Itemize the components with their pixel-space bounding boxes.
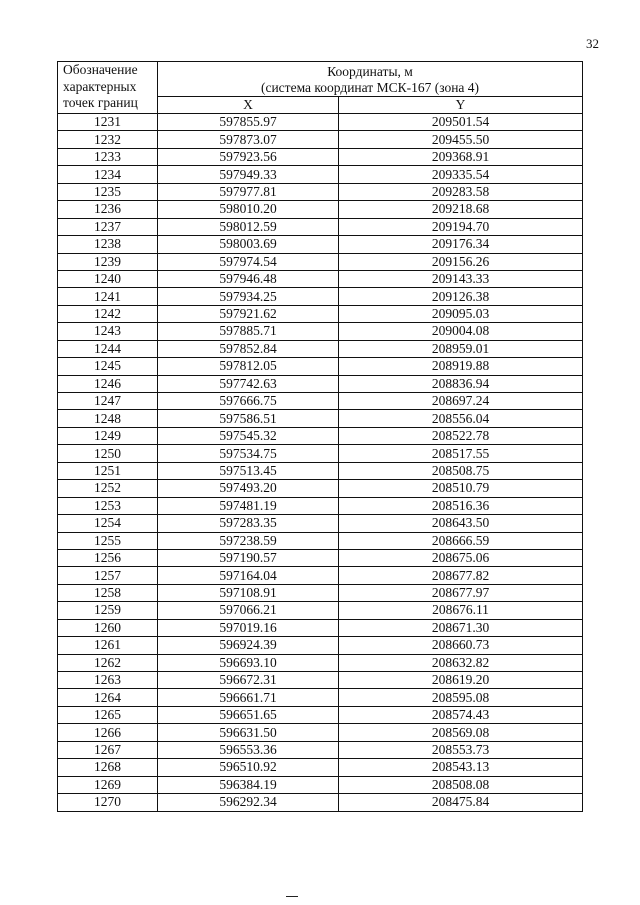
table-header-row [58, 62, 583, 97]
table-row [58, 549, 583, 566]
y-coordinate-cell: 208836.94 [339, 375, 583, 392]
point-number-cell: 1234 [58, 166, 158, 183]
y-coordinate-cell: 208677.82 [339, 567, 583, 584]
table-row [58, 340, 583, 357]
y-coordinate-cell: 208632.82 [339, 654, 583, 671]
table-row [58, 201, 583, 218]
y-coordinate-cell: 208508.75 [339, 462, 583, 479]
x-coordinate-cell: 598003.69 [158, 236, 339, 253]
point-number-cell: 1260 [58, 619, 158, 636]
y-coordinate-cell: 208959.01 [339, 340, 583, 357]
x-coordinate-cell: 596631.50 [158, 724, 339, 741]
x-coordinate-cell: 597921.62 [158, 305, 339, 322]
table-row [58, 480, 583, 497]
y-coordinate-cell: 208517.55 [339, 445, 583, 462]
table-row [58, 270, 583, 287]
x-coordinate-cell: 598012.59 [158, 218, 339, 235]
y-coordinate-cell: 208619.20 [339, 672, 583, 689]
x-coordinate-cell: 597545.32 [158, 427, 339, 444]
y-coordinate-cell: 208556.04 [339, 410, 583, 427]
table-row [58, 584, 583, 601]
x-coordinate-cell: 597283.35 [158, 515, 339, 532]
table-row [58, 532, 583, 549]
x-coordinate-cell: 597852.84 [158, 340, 339, 357]
point-number-cell: 1245 [58, 358, 158, 375]
y-coordinate-cell: 208553.73 [339, 741, 583, 758]
point-number-cell: 1264 [58, 689, 158, 706]
y-column-header: Y [339, 97, 583, 114]
table-row [58, 114, 583, 131]
x-coordinate-cell: 597513.45 [158, 462, 339, 479]
y-coordinate-cell: 209004.08 [339, 323, 583, 340]
point-number-cell: 1247 [58, 393, 158, 410]
x-coordinate-cell: 597534.75 [158, 445, 339, 462]
point-number-cell: 1255 [58, 532, 158, 549]
point-number-cell: 1269 [58, 776, 158, 793]
point-number-cell: 1258 [58, 584, 158, 601]
y-coordinate-cell: 209194.70 [339, 218, 583, 235]
footer-dash [286, 896, 298, 897]
x-coordinate-cell: 597977.81 [158, 183, 339, 200]
y-coordinate-cell: 208569.08 [339, 724, 583, 741]
coordinates-header-line2: (система координат МСК-167 (зона 4) [260, 80, 480, 95]
x-coordinate-cell: 596672.31 [158, 672, 339, 689]
y-coordinate-cell: 208508.08 [339, 776, 583, 793]
point-number-cell: 1249 [58, 427, 158, 444]
y-coordinate-cell: 208543.13 [339, 759, 583, 776]
designation-header-line3: точек границ [63, 95, 138, 110]
table-row [58, 410, 583, 427]
table-row [58, 323, 583, 340]
x-coordinate-cell: 597481.19 [158, 497, 339, 514]
point-number-cell: 1235 [58, 183, 158, 200]
x-coordinate-cell: 596292.34 [158, 794, 339, 811]
x-coordinate-cell: 597190.57 [158, 549, 339, 566]
point-number-cell: 1231 [58, 114, 158, 131]
point-number-cell: 1263 [58, 672, 158, 689]
point-number-cell: 1240 [58, 270, 158, 287]
y-coordinate-cell: 208516.36 [339, 497, 583, 514]
table-row [58, 131, 583, 148]
x-coordinate-cell: 597812.05 [158, 358, 339, 375]
y-coordinate-cell: 209143.33 [339, 270, 583, 287]
y-coordinate-cell: 208595.08 [339, 689, 583, 706]
x-coordinate-cell: 597164.04 [158, 567, 339, 584]
table-row [58, 305, 583, 322]
designation-header-line2: характерных [63, 78, 137, 94]
table-row [58, 148, 583, 165]
y-coordinate-cell: 208666.59 [339, 532, 583, 549]
table-row [58, 166, 583, 183]
table-row [58, 619, 583, 636]
y-coordinate-cell: 209501.54 [339, 114, 583, 131]
x-coordinate-cell: 596510.92 [158, 759, 339, 776]
point-number-cell: 1239 [58, 253, 158, 270]
point-number-cell: 1256 [58, 549, 158, 566]
x-coordinate-cell: 597934.25 [158, 288, 339, 305]
table-row [58, 253, 583, 270]
x-coordinate-cell: 597586.51 [158, 410, 339, 427]
point-number-cell: 1270 [58, 794, 158, 811]
table-row [58, 515, 583, 532]
x-coordinate-cell: 596553.36 [158, 741, 339, 758]
y-coordinate-cell: 208522.78 [339, 427, 583, 444]
table-row [58, 776, 583, 793]
point-number-cell: 1236 [58, 201, 158, 218]
x-coordinate-cell: 597974.54 [158, 253, 339, 270]
table-row [58, 497, 583, 514]
y-coordinate-cell: 208574.43 [339, 706, 583, 723]
table-row [58, 706, 583, 723]
x-coordinate-cell: 597855.97 [158, 114, 339, 131]
y-coordinate-cell: 209176.34 [339, 236, 583, 253]
point-number-cell: 1243 [58, 323, 158, 340]
table-row [58, 218, 583, 235]
table-row [58, 236, 583, 253]
x-coordinate-cell: 597666.75 [158, 393, 339, 410]
table-row [58, 183, 583, 200]
table-row [58, 759, 583, 776]
table-row [58, 288, 583, 305]
coordinates-header [158, 62, 583, 97]
point-number-cell: 1254 [58, 515, 158, 532]
y-coordinate-cell: 208675.06 [339, 549, 583, 566]
designation-header-line1: Обозначение [63, 62, 138, 77]
x-coordinate-cell: 596651.65 [158, 706, 339, 723]
table-row [58, 445, 583, 462]
y-coordinate-cell: 209095.03 [339, 305, 583, 322]
point-number-cell: 1233 [58, 148, 158, 165]
point-number-cell: 1253 [58, 497, 158, 514]
y-coordinate-cell: 208919.88 [339, 358, 583, 375]
table-row [58, 654, 583, 671]
table-row [58, 741, 583, 758]
table-row [58, 602, 583, 619]
y-coordinate-cell: 208697.24 [339, 393, 583, 410]
y-coordinate-cell: 209218.68 [339, 201, 583, 218]
point-number-cell: 1265 [58, 706, 158, 723]
x-coordinate-cell: 597493.20 [158, 480, 339, 497]
table-row [58, 567, 583, 584]
y-coordinate-cell: 209335.54 [339, 166, 583, 183]
x-coordinate-cell: 597949.33 [158, 166, 339, 183]
y-coordinate-cell: 209283.58 [339, 183, 583, 200]
table-row [58, 393, 583, 410]
x-column-header: X [158, 97, 339, 114]
coordinates-header-line1: Координаты, м [327, 64, 413, 79]
table-row [58, 462, 583, 479]
y-coordinate-cell: 209126.38 [339, 288, 583, 305]
x-coordinate-cell: 597946.48 [158, 270, 339, 287]
y-coordinate-cell: 208643.50 [339, 515, 583, 532]
point-number-cell: 1242 [58, 305, 158, 322]
y-coordinate-cell: 209156.26 [339, 253, 583, 270]
table-row [58, 358, 583, 375]
x-coordinate-cell: 597238.59 [158, 532, 339, 549]
point-number-cell: 1232 [58, 131, 158, 148]
y-coordinate-cell: 208671.30 [339, 619, 583, 636]
x-coordinate-cell: 597923.56 [158, 148, 339, 165]
coordinates-table [57, 61, 583, 812]
x-coordinate-cell: 597019.16 [158, 619, 339, 636]
designation-header [58, 62, 158, 114]
point-number-cell: 1267 [58, 741, 158, 758]
x-coordinate-cell: 597742.63 [158, 375, 339, 392]
y-coordinate-cell: 208676.11 [339, 602, 583, 619]
table-row [58, 672, 583, 689]
x-coordinate-cell: 596693.10 [158, 654, 339, 671]
table-row [58, 637, 583, 654]
point-number-cell: 1252 [58, 480, 158, 497]
y-coordinate-cell: 209368.91 [339, 148, 583, 165]
page-number: 32 [586, 36, 599, 51]
x-coordinate-cell: 596384.19 [158, 776, 339, 793]
y-coordinate-cell: 208677.97 [339, 584, 583, 601]
point-number-cell: 1248 [58, 410, 158, 427]
point-number-cell: 1266 [58, 724, 158, 741]
x-coordinate-cell: 597108.91 [158, 584, 339, 601]
point-number-cell: 1241 [58, 288, 158, 305]
x-coordinate-cell: 596924.39 [158, 637, 339, 654]
table-row [58, 427, 583, 444]
point-number-cell: 1251 [58, 462, 158, 479]
x-coordinate-cell: 597066.21 [158, 602, 339, 619]
point-number-cell: 1268 [58, 759, 158, 776]
x-coordinate-cell: 596661.71 [158, 689, 339, 706]
point-number-cell: 1237 [58, 218, 158, 235]
table-row [58, 689, 583, 706]
point-number-cell: 1250 [58, 445, 158, 462]
y-coordinate-cell: 208475.84 [339, 794, 583, 811]
y-coordinate-cell: 208510.79 [339, 480, 583, 497]
y-coordinate-cell: 209455.50 [339, 131, 583, 148]
x-coordinate-cell: 598010.20 [158, 201, 339, 218]
point-number-cell: 1244 [58, 340, 158, 357]
table-row [58, 724, 583, 741]
table-row [58, 794, 583, 811]
point-number-cell: 1246 [58, 375, 158, 392]
table-body [58, 114, 583, 812]
point-number-cell: 1257 [58, 567, 158, 584]
x-coordinate-cell: 597885.71 [158, 323, 339, 340]
point-number-cell: 1262 [58, 654, 158, 671]
table-row [58, 375, 583, 392]
point-number-cell: 1238 [58, 236, 158, 253]
y-coordinate-cell: 208660.73 [339, 637, 583, 654]
x-coordinate-cell: 597873.07 [158, 131, 339, 148]
point-number-cell: 1259 [58, 602, 158, 619]
point-number-cell: 1261 [58, 637, 158, 654]
